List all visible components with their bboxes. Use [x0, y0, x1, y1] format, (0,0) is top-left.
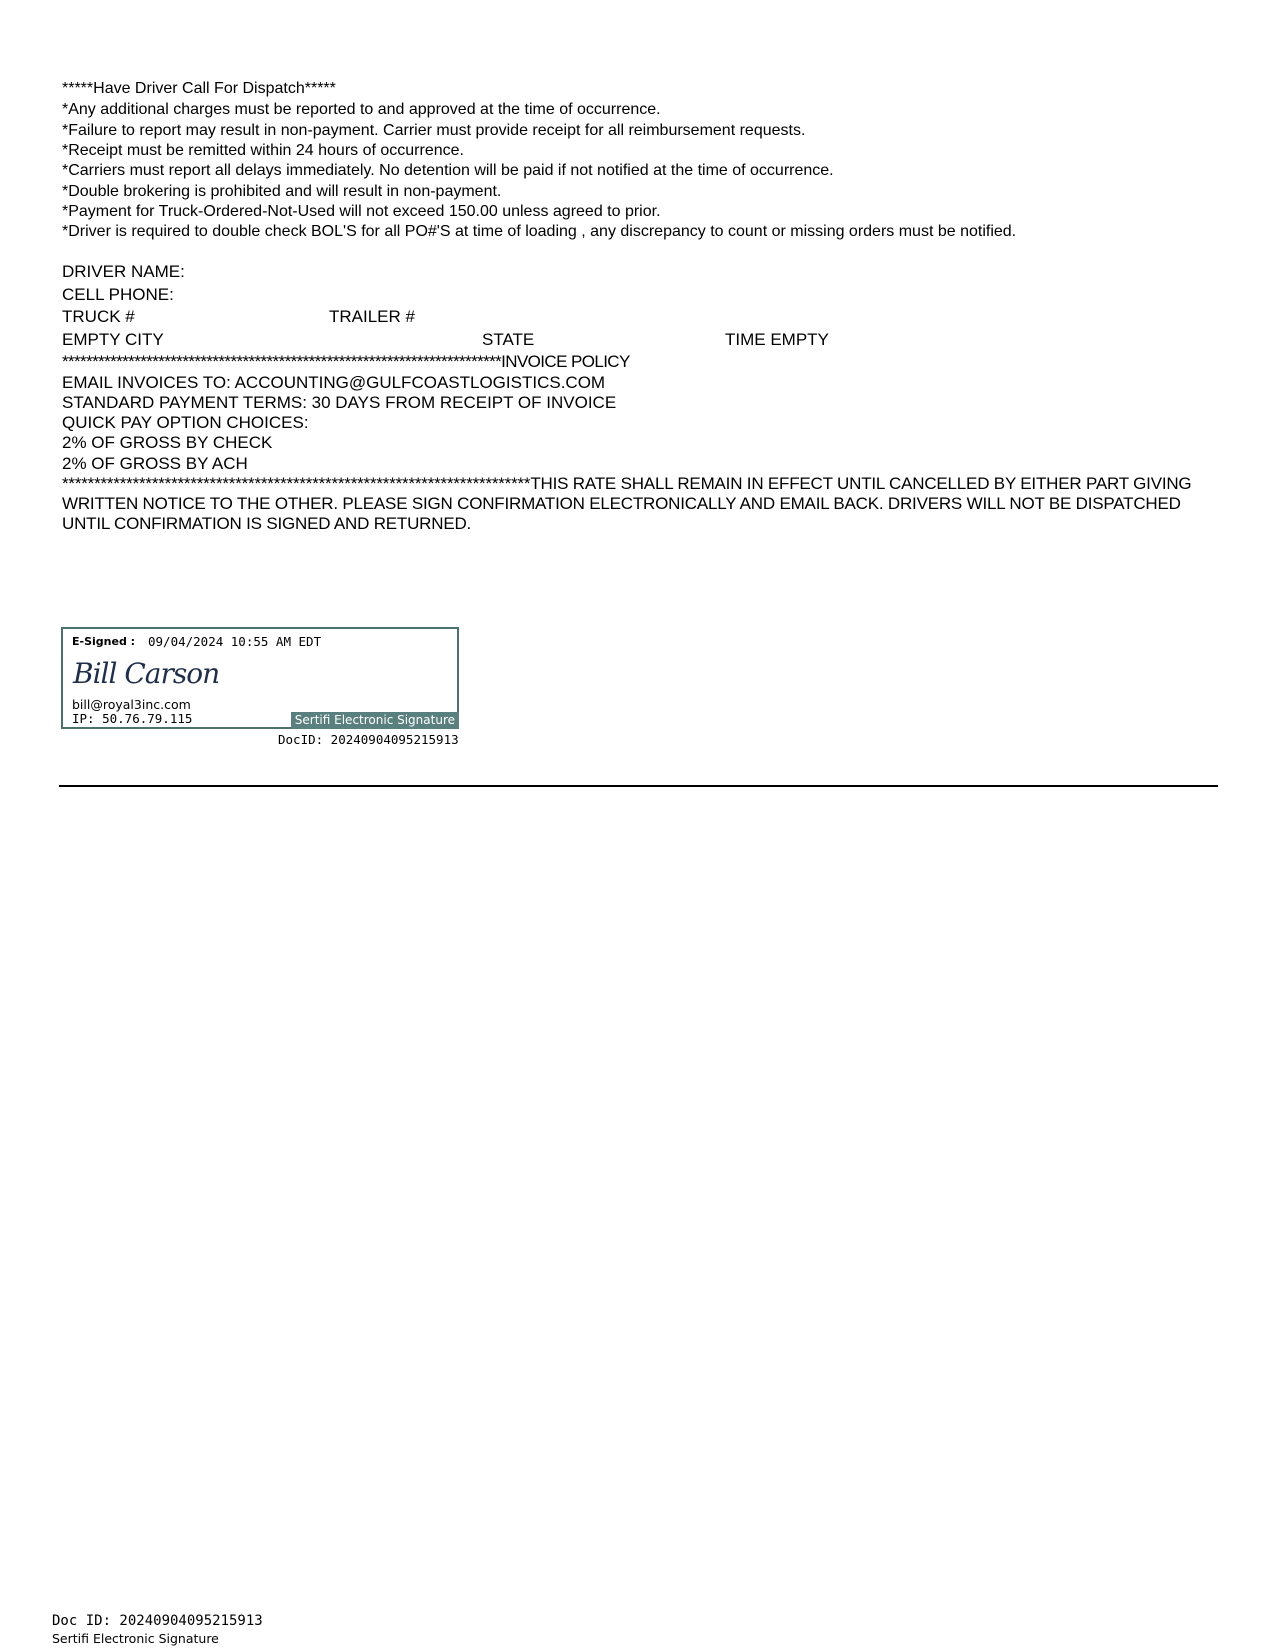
- note-line: *Any additional charges must be reported to and approved at the time of occurrence.: [62, 101, 661, 118]
- divider: [59, 785, 1218, 787]
- quick-pay-ach-line: 2% OF GROSS BY ACH: [62, 454, 248, 473]
- e-signed-timestamp: 09/04/2024 10:55 AM EDT: [148, 634, 322, 649]
- state-label: STATE: [482, 330, 535, 349]
- quick-pay-line: QUICK PAY OPTION CHOICES:: [62, 413, 309, 432]
- note-line: *Payment for Truck-Ordered-Not-Used will not exceed 150.00 unless agreed to prior.: [62, 203, 661, 220]
- driver-name-label: DRIVER NAME:: [62, 262, 185, 281]
- signer-email: bill@royal3inc.com: [72, 697, 191, 712]
- payment-terms-line: STANDARD PAYMENT TERMS: 30 DAYS FROM RECEIPT OF INVOICE: [62, 393, 617, 412]
- note-line: *Carriers must report all delays immediately. No detention will be paid if not notified at the time of occurrence.: [62, 162, 834, 179]
- note-line: *Driver is required to double check BOL'S for all PO#'S at time of loading , any discrepancy to count or missing orders must be notified.: [62, 223, 1017, 240]
- footer-sertifi-tag: Sertifi Electronic Signature: [52, 1631, 219, 1646]
- truck-label: TRUCK #: [62, 307, 135, 326]
- dispatch-header: *****Have Driver Call For Dispatch*****: [62, 80, 336, 97]
- note-line: *Failure to report may result in non-payment. Carrier must provide receipt for all reimbursement requests.: [62, 122, 806, 139]
- e-signed-label: E-Signed :: [72, 635, 136, 648]
- sertifi-tag: Sertifi Electronic Signature: [291, 712, 459, 729]
- quick-pay-check-line: 2% OF GROSS BY CHECK: [62, 433, 273, 452]
- signer-ip: IP: 50.76.79.115: [72, 711, 193, 726]
- handwritten-signature: Bill Carson: [73, 657, 220, 690]
- empty-city-label: EMPTY CITY: [62, 330, 164, 349]
- note-line: *Double brokering is prohibited and will result in non-payment.: [62, 183, 502, 200]
- rate-notice: *************************************************************************THIS RATE SHALL REMAIN IN EFFECT UNTIL CANCELLED BY EITHER PART GIVING WRITTEN NOTICE TO THE OTHER. PLEASE SIGN CONFIRMATION ELECTRONICALLY AND EMAIL BACK. DRIVERS WILL NOT BE DISPATCHED UNTIL CONFIRMATION IS SIGNED AND RETURNED.: [62, 474, 1192, 533]
- time-empty-label: TIME EMPTY: [725, 330, 829, 349]
- footer-doc-id: Doc ID: 20240904095215913: [52, 1613, 263, 1629]
- trailer-label: TRAILER #: [329, 307, 415, 326]
- invoice-policy-heading: *************************************************************************INVOICE POLICY: [62, 352, 630, 371]
- invoice-email-line: EMAIL INVOICES TO: ACCOUNTING@GULFCOASTLOGISTICS.COM: [62, 373, 606, 392]
- e-signature-box: [61, 627, 459, 729]
- signature-doc-id: DocID: 20240904095215913: [278, 732, 459, 747]
- note-line: *Receipt must be remitted within 24 hours of occurrence.: [62, 142, 464, 159]
- cell-phone-label: CELL PHONE:: [62, 285, 174, 304]
